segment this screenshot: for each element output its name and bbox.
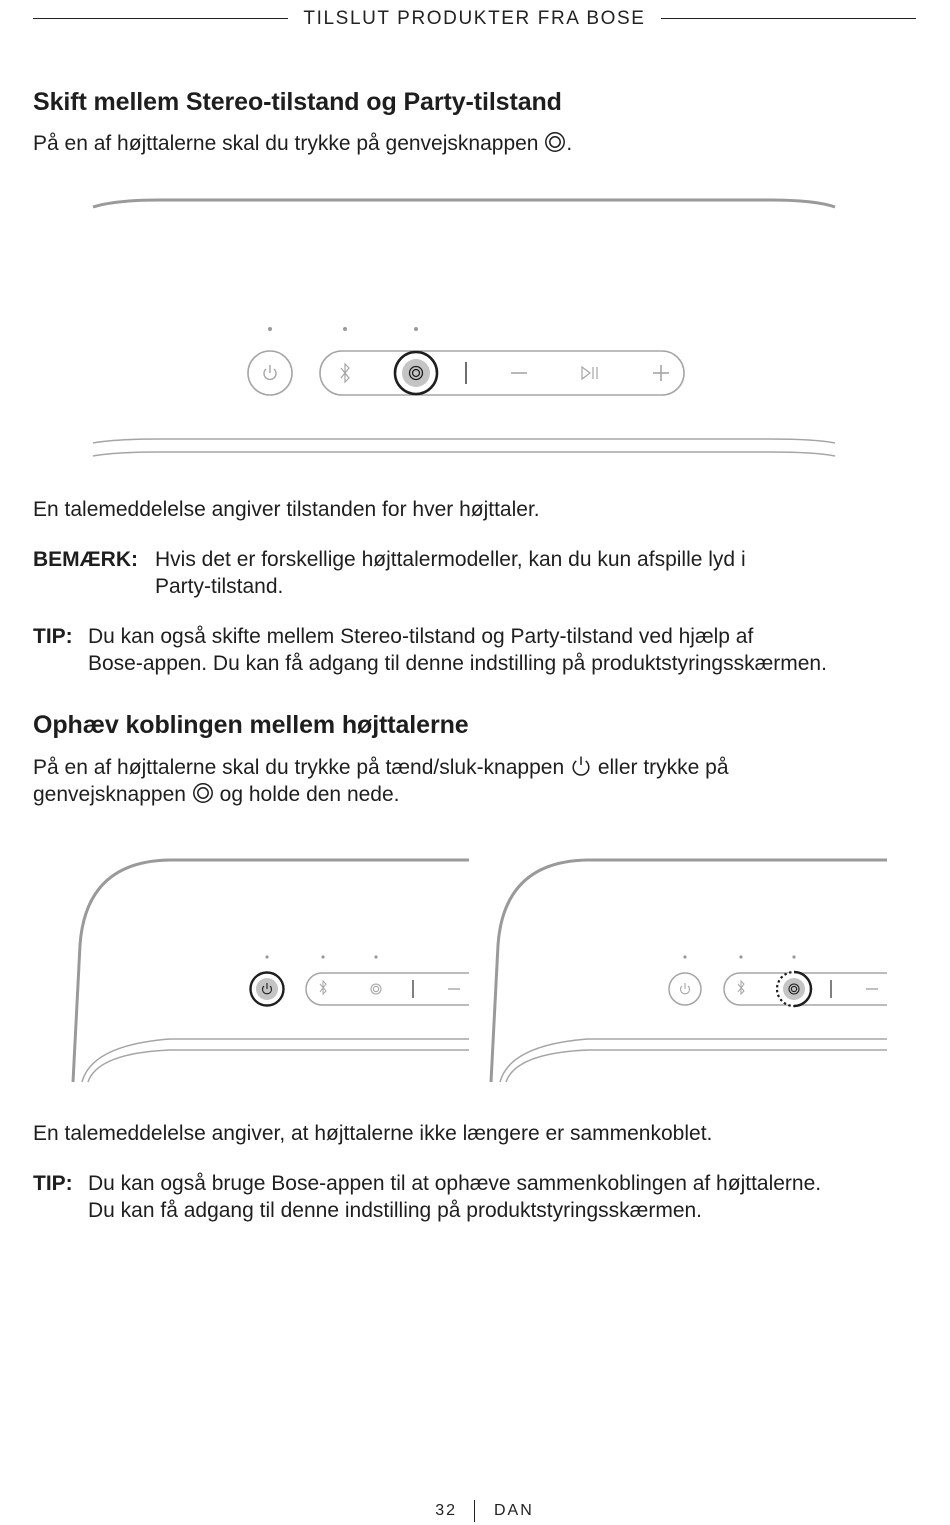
page-header xyxy=(33,6,916,32)
tip-text-1 xyxy=(88,623,827,677)
instruction-part-2: eller trykke på xyxy=(597,756,729,779)
header-rule-right xyxy=(661,18,916,19)
tip-block-2 xyxy=(33,1170,913,1226)
bluetooth-icon xyxy=(341,364,349,382)
tip-1-line-1: Du kan også skifte mellem Stereo-tilstand og Party-tilstand ved hjælp af xyxy=(88,625,754,648)
shortcut-button-icon xyxy=(192,782,214,804)
play-pause-icon xyxy=(582,367,597,379)
section-heading-unlink: Ophæv koblingen mellem højttalerne xyxy=(33,711,469,739)
section-heading-stereo-party: Skift mellem Stereo-tilstand og Party-tilstand xyxy=(33,88,562,116)
instruction-text: På en af højttalerne skal du trykke på genvejsknappen xyxy=(33,132,539,155)
page-footer xyxy=(0,1500,950,1524)
footer-divider xyxy=(474,1500,475,1522)
header-title: TILSLUT PRODUKTER FRA BOSE xyxy=(303,8,646,29)
note-label: BEMÆRK: xyxy=(33,548,138,571)
tip-text-2 xyxy=(88,1170,821,1224)
power-button xyxy=(669,973,701,1005)
plus-icon xyxy=(653,365,669,381)
instruction-part-1: På en af højttalerne skal du trykke på tænd/sluk-knappen xyxy=(33,756,565,779)
instruction-part-4: og holde den nede. xyxy=(219,783,400,806)
instruction-part-3: genvejsknappen xyxy=(33,783,186,806)
control-bar xyxy=(320,351,684,395)
tip-2-line-1: Du kan også bruge Bose-appen til at ophæve sammenkoblingen af højttalerne. xyxy=(88,1172,822,1195)
tip-label-2: TIP: xyxy=(33,1172,73,1195)
language-code: DAN xyxy=(494,1502,534,1519)
speaker-illustration-shortcut-hold xyxy=(488,855,888,1085)
shortcut-icon xyxy=(371,984,381,994)
tip-label-1: TIP: xyxy=(33,625,73,648)
tip-1-line-2: Bose-appen. Du kan få adgang til denne indstilling på produktstyringsskærmen. xyxy=(88,652,827,675)
note-text xyxy=(155,546,746,600)
instruction-unlink xyxy=(33,754,913,808)
note-block xyxy=(33,546,913,602)
shortcut-button-hold-highlighted xyxy=(777,972,811,1006)
note-line-1: Hvis det er forskellige højttalermodeller, kan du kun afspille lyd i xyxy=(155,548,746,571)
shortcut-button-icon xyxy=(544,131,566,153)
voice-prompt-text-2: En talemeddelelse angiver, at højttalerne ikke længere er sammenkoblet. xyxy=(33,1122,713,1145)
power-button-highlighted xyxy=(251,973,284,1006)
bluetooth-icon xyxy=(738,981,744,994)
voice-prompt-text-1: En talemeddelelse angiver tilstanden for hver højttaler. xyxy=(33,498,540,521)
header-rule-left xyxy=(33,18,288,19)
speaker-controls-illustration xyxy=(90,195,840,465)
power-button xyxy=(248,351,292,395)
tip-2-line-2: Du kan få adgang til denne indstilling på produktstyringsskærmen. xyxy=(88,1199,703,1222)
instruction-stereo-party xyxy=(33,130,913,157)
bluetooth-icon xyxy=(320,981,326,994)
instruction-suffix: . xyxy=(566,132,573,155)
power-button-icon xyxy=(570,755,592,777)
speaker-illustration-power-press xyxy=(70,855,470,1085)
note-line-2: Party-tilstand. xyxy=(155,575,284,598)
shortcut-button-highlighted xyxy=(395,352,437,394)
page-number: 32 xyxy=(435,1502,457,1519)
status-light-dots xyxy=(268,327,418,331)
tip-block-1 xyxy=(33,623,913,679)
